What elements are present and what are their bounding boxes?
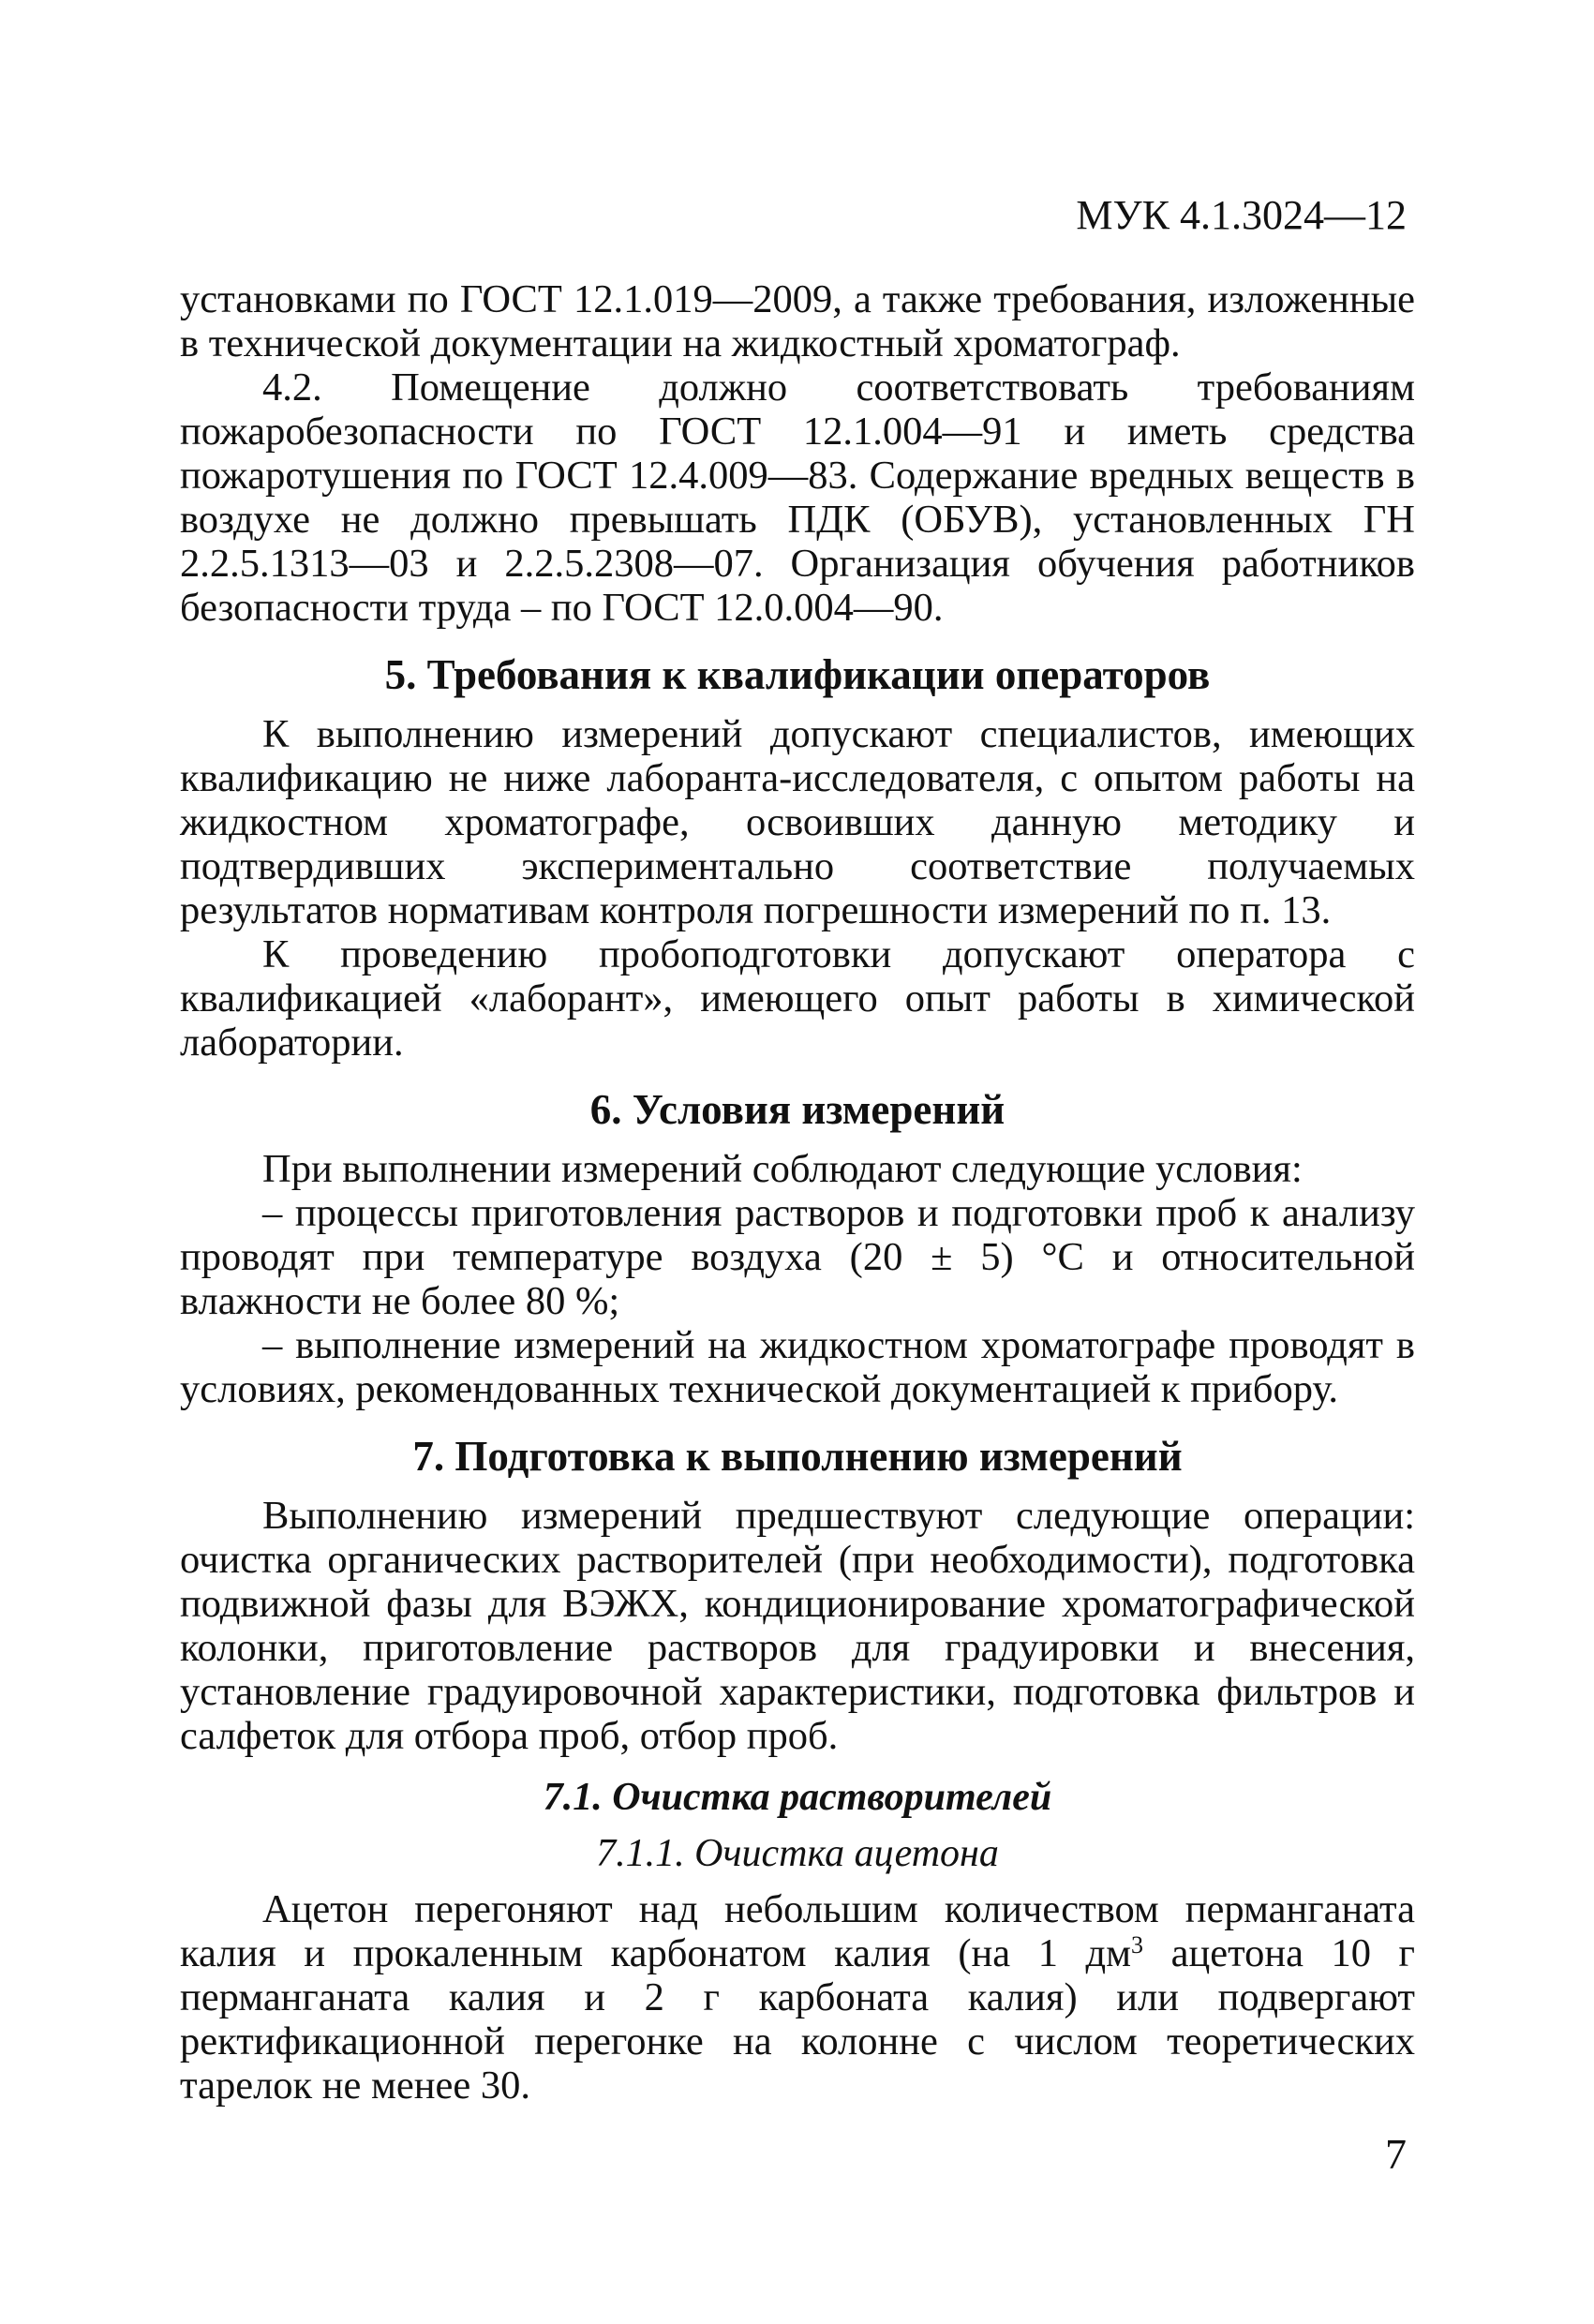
section-7-paragraph-1: Выполнению измерений предшествуют следующие операции: очистка органических растворителей (при необходимости), подготовка подвижной фазы для ВЭЖХ, кондиционирование хроматографической колонки, приготовление растворов для градуировки и внесения, установление градуировочной характеристики, подготовка фильтров и салфеток для отбора проб, отбор проб. — [180, 1494, 1415, 1758]
subsection-7-1-1-heading: 7.1.1. Очистка ацетона — [596, 1832, 999, 1875]
document-body — [180, 277, 1415, 2108]
paragraph-4-1-continuation: установками по ГОСТ 12.1.019—2009, а также требования, изложенные в технической документации на жидкостный хроматограф. — [180, 277, 1415, 365]
section-5-paragraph-1: К выполнению измерений допускают специалистов, имеющих квалификацию не ниже лаборанта-исследователя, с опытом работы на жидкостном хроматографе, освоивших данную методику и подтвердивших экспериментально соответствие получаемых результатов нормативам контроля погрешности измерений по п. 13. — [180, 712, 1415, 932]
acetone-text-after: ацетона 10 г перманганата калия и 2 г карбоната калия) или подвергают ректификационной перегонке на колонне с числом теоретических тарелок не менее 30. — [180, 1931, 1415, 2108]
subsection-7-1-heading: 7.1. Очистка растворителей — [543, 1776, 1052, 1819]
section-6-intro: При выполнении измерений соблюдают следующие условия: — [262, 1147, 1303, 1191]
cubic-superscript: 3 — [1131, 1931, 1144, 1959]
section-5-paragraph-2: К проведению пробоподготовки допускают оператора с квалификацией «лаборант», имеющего опыт работы в химической лаборатории. — [180, 932, 1415, 1065]
acetone-purification-paragraph — [180, 1887, 1415, 2108]
section-5-heading: 5. Требования к квалификации операторов — [384, 651, 1211, 698]
section-7-heading: 7. Подготовка к выполнению измерений — [412, 1433, 1183, 1480]
section-6-heading: 6. Условия измерений — [589, 1086, 1006, 1133]
page-number: 7 — [1385, 2130, 1407, 2178]
section-6-condition-1: – процессы приготовления растворов и подготовки проб к анализу проводят при температуре воздуха (20 ± 5) °С и относительной влажности не более 80 %; — [180, 1191, 1415, 1323]
acetone-text-before: Ацетон перегоняют над небольшим количеством перманганата калия и прокаленным карбонатом калия (на 1 дм — [180, 1887, 1415, 1975]
paragraph-4-2: 4.2. Помещение должно соответствовать требованиям пожаробезопасности по ГОСТ 12.1.004—91 и иметь средства пожаротушения по ГОСТ 12.4.009—83. Содержание вредных веществ в воздухе не должно превышать ПДК (ОБУВ), установленных ГН 2.2.5.1313—03 и 2.2.5.2308—07. Организация обучения работников безопасности труда – по ГОСТ 12.0.004—90. — [180, 365, 1415, 630]
document-code-header: МУК 4.1.3024—12 — [1076, 192, 1407, 238]
section-6-condition-2: – выполнение измерений на жидкостном хроматографе проводят в условиях, рекомендованных технической документацией к прибору. — [180, 1323, 1415, 1411]
